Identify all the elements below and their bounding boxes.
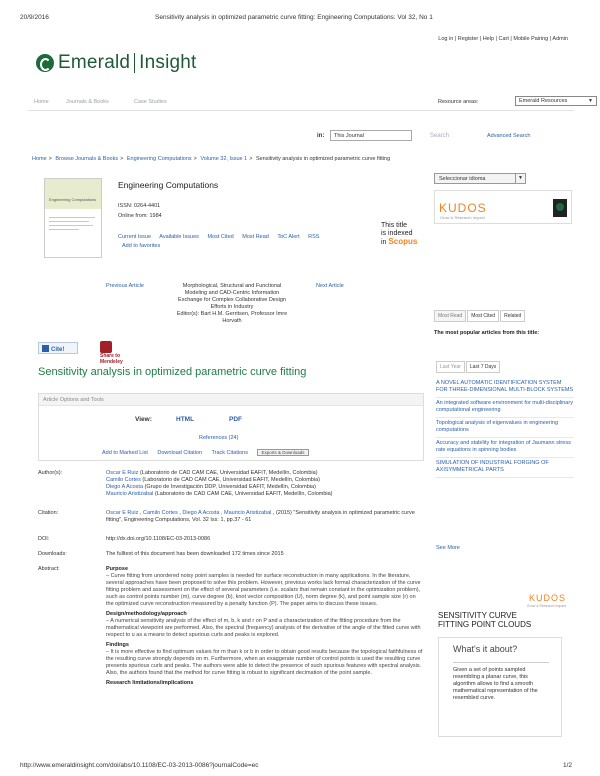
- kudos-ad-tagline: Grow & Research Impact: [526, 604, 566, 608]
- abstract-heading-research: Research limitations/implications: [106, 680, 194, 686]
- downloads-label: Downloads:: [38, 551, 67, 557]
- citation-label: Citation:: [38, 510, 59, 516]
- cover-title: Engineering Computations: [49, 197, 97, 202]
- nav-case-studies[interactable]: Case Studies: [134, 99, 167, 105]
- authors-list: [106, 470, 424, 498]
- journal-cover-image: [44, 178, 102, 258]
- breadcrumb-browse[interactable]: Browse Journals & Books: [55, 156, 119, 162]
- article-options-panel: [38, 393, 424, 461]
- add-to-favorites-link[interactable]: Add to favorites: [122, 243, 161, 249]
- scopus-indexed-badge[interactable]: [381, 222, 417, 247]
- resource-areas-value: Emerald Resources: [519, 98, 568, 104]
- related-line: Exchange for Complex Collaborative Design: [178, 297, 286, 303]
- search-button[interactable]: Search: [430, 133, 450, 139]
- mendeley-line-1: Share to: [100, 353, 121, 359]
- cite-label: Cite!: [51, 347, 65, 353]
- print-date: 20/9/2016: [20, 14, 49, 21]
- resource-areas-label: Resource areas:: [438, 99, 479, 105]
- author-name[interactable]: Mauricio Aristizabal: [106, 491, 154, 497]
- rss-link[interactable]: RSS: [308, 234, 320, 240]
- see-more-link[interactable]: See More: [436, 545, 460, 551]
- abstract-heading-design: Design/methodology/approach: [106, 611, 187, 617]
- author-row: [106, 484, 424, 491]
- emerald-logo-icon: [36, 54, 54, 72]
- kudos-tagline: Grow & Research Impact: [440, 215, 485, 220]
- related-line: Horvath: [222, 318, 242, 324]
- list-item[interactable]: Accuracy and stability for integration of Jaumann stress rate equations in spinning bodies: [436, 438, 574, 458]
- download-citation-link[interactable]: Download Citation: [157, 450, 203, 456]
- mendeley-line-2: Mendeley: [100, 359, 123, 365]
- cite-icon: [42, 345, 49, 352]
- share-to-mendeley-button[interactable]: [100, 341, 123, 365]
- author-affiliation: (Laboratorio de CAD CAM CAE, Universidad EAFIT, Medellín, Colombia): [139, 470, 318, 476]
- main-nav: [28, 95, 593, 111]
- related-line: Morphological, Structural and Functional: [182, 283, 282, 289]
- doi-link[interactable]: http://dx.doi.org/10.1108/EC-03-2013-0086: [106, 536, 211, 542]
- citation-details: , (2015) "Sensitivity analysis in optimized parametric curve fitting", Engineering Computations, Vol. 32 Iss: 1, pp.37 - 61: [106, 510, 415, 523]
- exports-downloads-button[interactable]: Exports & Downloads: [257, 449, 308, 456]
- abstract-body: [106, 566, 424, 687]
- language-select-label: Seleccionar idioma: [439, 176, 486, 182]
- author-affiliation: (Grupo de Investigación DDP, Universidad EAFIT, Medellín, Colombia): [144, 484, 316, 490]
- indexed-line-1: This title: [381, 222, 408, 229]
- related-volume-info[interactable]: [163, 283, 301, 325]
- view-label: View:: [135, 416, 152, 423]
- article-title: Sensitivity analysis in optimized parametric curve fitting: [38, 366, 307, 378]
- dropdown-arrow-icon: ▼: [515, 174, 525, 183]
- related-line: Editor(s): Bart H.M. Gerritsen, Professor Imre: [176, 311, 288, 317]
- indexed-line-2: is indexed: [381, 230, 413, 237]
- advanced-search-link[interactable]: Advanced Search: [487, 133, 531, 139]
- article-actions: [102, 449, 317, 456]
- breadcrumb-issue[interactable]: Volume 32, Issue 1: [200, 156, 248, 162]
- tab-most-read[interactable]: Most Read: [434, 310, 466, 322]
- article-options-header: Article Options and Tools: [39, 394, 423, 406]
- kudos-ad-title: [438, 611, 531, 629]
- whats-it-about-title: What's it about?: [453, 644, 518, 654]
- kudos-ad-title-line: SENSITIVITY CURVE: [438, 611, 517, 620]
- abstract-label: Abstract:: [38, 566, 60, 572]
- journal-online-from: Online from: 1984: [118, 213, 162, 219]
- whats-it-about-body: Given a set of points sampled resembling a planar curve, this algorithm allows to find a smooth mathematical representation of the resembled curve.: [453, 667, 538, 701]
- author-row: [106, 491, 424, 498]
- author-row: [106, 477, 424, 484]
- kudos-ad-logo: KUDOS: [528, 593, 566, 603]
- list-item[interactable]: A NOVEL AUTOMATIC IDENTIFICATION SYSTEM FOR THREE-DIMENSIONAL MULTI-BLOCK SYSTEMS: [436, 378, 574, 398]
- logo-text-left: Emerald: [58, 52, 131, 73]
- popular-period-tabs: [436, 361, 501, 373]
- journal-issn: ISSN: 0264-4401: [118, 203, 161, 209]
- journal-title: Engineering Computations: [118, 180, 219, 190]
- whats-it-about-box: [438, 637, 562, 737]
- popular-articles-heading: The most popular articles from this title:: [434, 330, 540, 336]
- author-row: [106, 470, 424, 477]
- print-title: Sensitivity analysis in optimized parametric curve fitting: Engineering Computations: Vol 32, No 1: [155, 14, 433, 21]
- nav-home[interactable]: Home: [34, 99, 49, 105]
- abstract-heading-findings: Findings: [106, 642, 129, 648]
- view-pdf-link[interactable]: PDF: [229, 416, 242, 423]
- author-name[interactable]: Camilo Cortes: [106, 477, 141, 483]
- author-affiliation: (Laboratorio de CAD CAM CAE, Universidad EAFIT, Medellín, Colombia): [154, 491, 333, 497]
- track-citations-link[interactable]: Track Citations: [211, 450, 248, 456]
- previous-article-link[interactable]: Previous Article: [106, 283, 144, 289]
- search-scope-label: in:: [317, 133, 325, 139]
- next-article-link[interactable]: Next Article: [316, 283, 344, 289]
- logo-divider: [134, 53, 135, 73]
- breadcrumb-home[interactable]: Home: [32, 156, 47, 162]
- tab-most-cited[interactable]: Most Cited: [467, 310, 499, 322]
- abstract-heading-purpose: Purpose: [106, 566, 129, 572]
- kudos-summary-ad[interactable]: [434, 593, 572, 763]
- indexed-line-3: in: [381, 239, 387, 246]
- doi-label: DOI:: [38, 536, 50, 542]
- language-select[interactable]: [434, 173, 526, 184]
- author-name[interactable]: Oscar E Ruiz: [106, 470, 139, 476]
- scopus-logo: Scopus: [388, 237, 418, 246]
- list-item[interactable]: Topological analysis of eigenvalues in engineering computations: [436, 418, 574, 438]
- account-links[interactable]: Log in | Register | Help | Cart | Mobile Pairing | Admin: [438, 36, 568, 42]
- tab-last-year[interactable]: Last Year: [436, 361, 465, 373]
- logo-text-right: Insight: [139, 52, 197, 73]
- resource-areas-select[interactable]: [515, 96, 597, 106]
- abstract-findings: – It is more effective to find optimum values for m than k or b in order to obtain good results because the topological faithfulness of the resulting curve strongly depends on m. Furthermore, when an exaggerate number of control points is used the resulting curve presents spurious curls and peaks. The authors were able to detect the presence of such spurious features with spectral analysis. Also, the authors found that the method for curve fitting is robust to significant decimation of the point sample.: [106, 649, 423, 676]
- breadcrumb-journal[interactable]: Engineering Computations: [126, 156, 192, 162]
- citation-text: [106, 510, 424, 524]
- downloads-count: The fulltext of this document has been downloaded 172 times since 2015: [106, 551, 284, 557]
- references-link[interactable]: References (24): [199, 435, 239, 441]
- list-item[interactable]: SIMULATION OF INDUSTRIAL FORGING OF AXISYMMETRICAL PARTS: [436, 458, 574, 478]
- print-page-number: 1/2: [563, 762, 573, 769]
- search-scope-select[interactable]: This Journal: [330, 130, 412, 141]
- related-line: Efforts in Industry: [210, 304, 254, 310]
- breadcrumb-current: Sensitivity analysis in optimized parametric curve fitting: [255, 156, 391, 162]
- mendeley-icon: [100, 341, 112, 353]
- tab-last-7-days[interactable]: Last 7 Days: [466, 361, 500, 373]
- journal-links: [118, 234, 326, 240]
- tab-related[interactable]: Related: [500, 310, 525, 322]
- kudos-banner[interactable]: [434, 190, 572, 224]
- sidebar-tabs: [434, 310, 526, 322]
- print-url: http://www.emeraldinsight.com/doi/abs/10.1108/EC-03-2013-0086?journalCode=ec: [20, 762, 259, 769]
- citation-authors[interactable]: Oscar E Ruiz , Camilo Cortes , Diego A Acosta , Mauricio Aristizabal: [106, 510, 272, 516]
- emerald-insight-logo[interactable]: [36, 52, 197, 74]
- author-name[interactable]: Diego A Acosta: [106, 484, 143, 490]
- dropdown-arrow-icon: ▼: [588, 98, 593, 104]
- kudos-logo: KUDOS: [439, 201, 487, 215]
- breadcrumb: Home > Browse Journals & Books > Engineering Computations > Volume 32, Issue 1 > Sensitivity analysis in optimized parametric curve fitting: [32, 156, 391, 162]
- authors-label: Author(s):: [38, 470, 63, 476]
- popular-articles-list: [436, 378, 574, 478]
- kudos-ad-title-line: FITTING POINT CLOUDS: [438, 620, 532, 629]
- add-to-marked-list-link[interactable]: Add to Marked List: [102, 450, 148, 456]
- publisher-logo-icon: [553, 199, 567, 217]
- list-item[interactable]: An integrated software environment for multi-disciplinary computational engineering: [436, 398, 574, 418]
- abstract-design: – A numerical sensitivity analysis of the effect of m, b, k and r on P and a characterization of the fitting procedure from the mathematical viewpoint are performed. Also, the spectral (frequency) analysis of the derivative of the angle of the fitted curve with respect to u as a means to detect spurious curls and peaks is explored.: [106, 618, 421, 638]
- most-cited-link[interactable]: Most Cited: [207, 234, 234, 240]
- available-issues-link[interactable]: Available Issues: [159, 234, 199, 240]
- author-affiliation: (Laboratorio de CAD CAM CAE, Universidad EAFIT, Medellín, Colombia): [142, 477, 320, 483]
- related-line: Modeling and CAD-Centric Information: [184, 290, 280, 296]
- toc-alert-link[interactable]: ToC Alert: [277, 234, 300, 240]
- abstract-purpose: – Curve fitting from unordered noisy point samples is needed for surface reconstruction in many applications. In the literature, several approaches have been proposed to solve this problem. However, previous works lack formal characterization of the curve fitting problem and assessment on the effect of several parameters (i.e. scalars that remain constant in the optimization problem), such as control points number (m), curve degree (b), knot vector composition (U), norm degree (k), and point sample size (r) on the optimized curve reconstruction measured by a penalty function (P). The paper aims to discuss these issues.: [106, 573, 421, 607]
- view-html-link[interactable]: HTML: [176, 416, 195, 423]
- current-issue-link[interactable]: Current Issue: [118, 234, 152, 240]
- nav-journals-books[interactable]: Journals & Books: [66, 99, 109, 105]
- cite-button[interactable]: [38, 342, 78, 354]
- most-read-link[interactable]: Most Read: [242, 234, 269, 240]
